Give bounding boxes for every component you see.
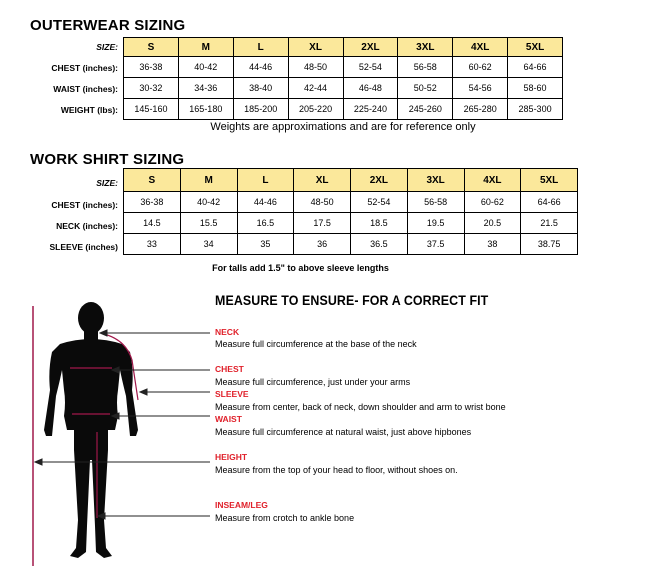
table-cell: 64-66 xyxy=(508,57,563,78)
size-cell: 5XL xyxy=(508,38,563,57)
chest-description: Measure full circumference, just under your arms xyxy=(215,377,411,387)
row-label-chest: CHEST (inches): xyxy=(51,63,118,73)
row-label-weight: WEIGHT (lbs): xyxy=(60,105,118,115)
table-row xyxy=(124,57,563,78)
table-cell: 38.75 xyxy=(521,234,578,255)
row-label-sleeve: SLEEVE (inches) xyxy=(49,242,118,252)
table-cell: 46-48 xyxy=(343,78,398,99)
table-cell: 60-62 xyxy=(464,192,521,213)
chest-label: CHEST xyxy=(215,364,244,374)
table-cell: 36-38 xyxy=(124,57,179,78)
table-cell: 42-44 xyxy=(288,78,343,99)
row-label-chest: CHEST (inches): xyxy=(51,200,118,210)
table-cell: 48-50 xyxy=(288,57,343,78)
table-cell: 30-32 xyxy=(124,78,179,99)
table-cell: 185-200 xyxy=(233,99,288,120)
table-cell: 38 xyxy=(464,234,521,255)
table-cell: 36.5 xyxy=(351,234,408,255)
height-label: HEIGHT xyxy=(215,452,248,462)
size-cell: XL xyxy=(288,38,343,57)
table-cell: 16.5 xyxy=(237,213,294,234)
table-cell: 36 xyxy=(294,234,351,255)
size-cell: M xyxy=(180,169,237,192)
size-cell: L xyxy=(237,169,294,192)
sleeve-description: Measure from center, back of neck, down shoulder and arm to wrist bone xyxy=(215,402,506,412)
table-cell: 165-180 xyxy=(178,99,233,120)
table-cell: 36-38 xyxy=(124,192,181,213)
workshirt-title: WORK SHIRT SIZING xyxy=(30,151,185,168)
size-cell: L xyxy=(233,38,288,57)
size-cell: M xyxy=(178,38,233,57)
outerwear-note: Weights are approximations and are for reference only xyxy=(210,121,476,133)
table-cell: 60-62 xyxy=(453,57,508,78)
table-cell: 225-240 xyxy=(343,99,398,120)
size-cell: S xyxy=(124,38,179,57)
table-row xyxy=(124,99,563,120)
size-cell: 3XL xyxy=(398,38,453,57)
inseam-label: INSEAM/LEG xyxy=(215,500,268,510)
table-row xyxy=(124,78,563,99)
table-row xyxy=(124,213,578,234)
table-cell: 40-42 xyxy=(178,57,233,78)
table-cell: 38-40 xyxy=(233,78,288,99)
waist-label: WAIST xyxy=(215,414,242,424)
table-cell: 52-54 xyxy=(343,57,398,78)
table-cell: 205-220 xyxy=(288,99,343,120)
table-row xyxy=(124,234,578,255)
row-label-size: SIZE: xyxy=(96,178,118,188)
outerwear-title: OUTERWEAR SIZING xyxy=(30,17,186,34)
size-cell: 3XL xyxy=(407,169,464,192)
table-cell: 64-66 xyxy=(521,192,578,213)
table-cell: 20.5 xyxy=(464,213,521,234)
size-cell: XL xyxy=(294,169,351,192)
workshirt-note: For talls add 1.5" to above sleeve lengths xyxy=(212,263,389,273)
table-cell: 56-58 xyxy=(407,192,464,213)
table-cell: 18.5 xyxy=(351,213,408,234)
table-header-row xyxy=(124,169,578,192)
size-cell: 4XL xyxy=(464,169,521,192)
row-label-size: SIZE: xyxy=(96,42,118,52)
table-row xyxy=(124,192,578,213)
height-description: Measure from the top of your head to floor, without shoes on. xyxy=(215,465,458,475)
row-label-neck: NECK (inches): xyxy=(56,221,118,231)
size-cell: 5XL xyxy=(521,169,578,192)
table-cell: 48-50 xyxy=(294,192,351,213)
workshirt-row-labels xyxy=(0,170,118,258)
table-cell: 265-280 xyxy=(453,99,508,120)
table-cell: 40-42 xyxy=(180,192,237,213)
body-silhouette-figure xyxy=(0,290,215,572)
table-cell: 19.5 xyxy=(407,213,464,234)
table-cell: 33 xyxy=(124,234,181,255)
size-cell: 4XL xyxy=(453,38,508,57)
neck-label: NECK xyxy=(215,327,240,337)
row-label-waist: WAIST (inches): xyxy=(53,84,118,94)
table-cell: 37.5 xyxy=(407,234,464,255)
table-cell: 21.5 xyxy=(521,213,578,234)
table-cell: 58-60 xyxy=(508,78,563,99)
table-cell: 15.5 xyxy=(180,213,237,234)
waist-description: Measure full circumference at natural waist, just above hipbones xyxy=(215,427,472,437)
table-cell: 17.5 xyxy=(294,213,351,234)
sleeve-label: SLEEVE xyxy=(215,389,249,399)
table-header-row xyxy=(124,38,563,57)
table-cell: 50-52 xyxy=(398,78,453,99)
table-cell: 34-36 xyxy=(178,78,233,99)
table-cell: 54-56 xyxy=(453,78,508,99)
measure-title: MEASURE TO ENSURE- FOR A CORRECT FIT xyxy=(215,293,489,308)
outerwear-row-labels xyxy=(0,37,118,117)
workshirt-table xyxy=(123,168,578,255)
table-cell: 52-54 xyxy=(351,192,408,213)
human-silhouette-icon xyxy=(44,302,138,558)
neck-description: Measure full circumference at the base of the neck xyxy=(215,339,417,349)
table-cell: 285-300 xyxy=(508,99,563,120)
table-cell: 14.5 xyxy=(124,213,181,234)
table-cell: 56-58 xyxy=(398,57,453,78)
table-cell: 245-260 xyxy=(398,99,453,120)
size-cell: 2XL xyxy=(343,38,398,57)
table-cell: 44-46 xyxy=(233,57,288,78)
table-cell: 44-46 xyxy=(237,192,294,213)
table-cell: 34 xyxy=(180,234,237,255)
table-cell: 145-160 xyxy=(124,99,179,120)
table-cell: 35 xyxy=(237,234,294,255)
inseam-description: Measure from crotch to ankle bone xyxy=(215,513,355,523)
outerwear-table xyxy=(123,37,563,120)
size-cell: S xyxy=(124,169,181,192)
size-cell: 2XL xyxy=(351,169,408,192)
